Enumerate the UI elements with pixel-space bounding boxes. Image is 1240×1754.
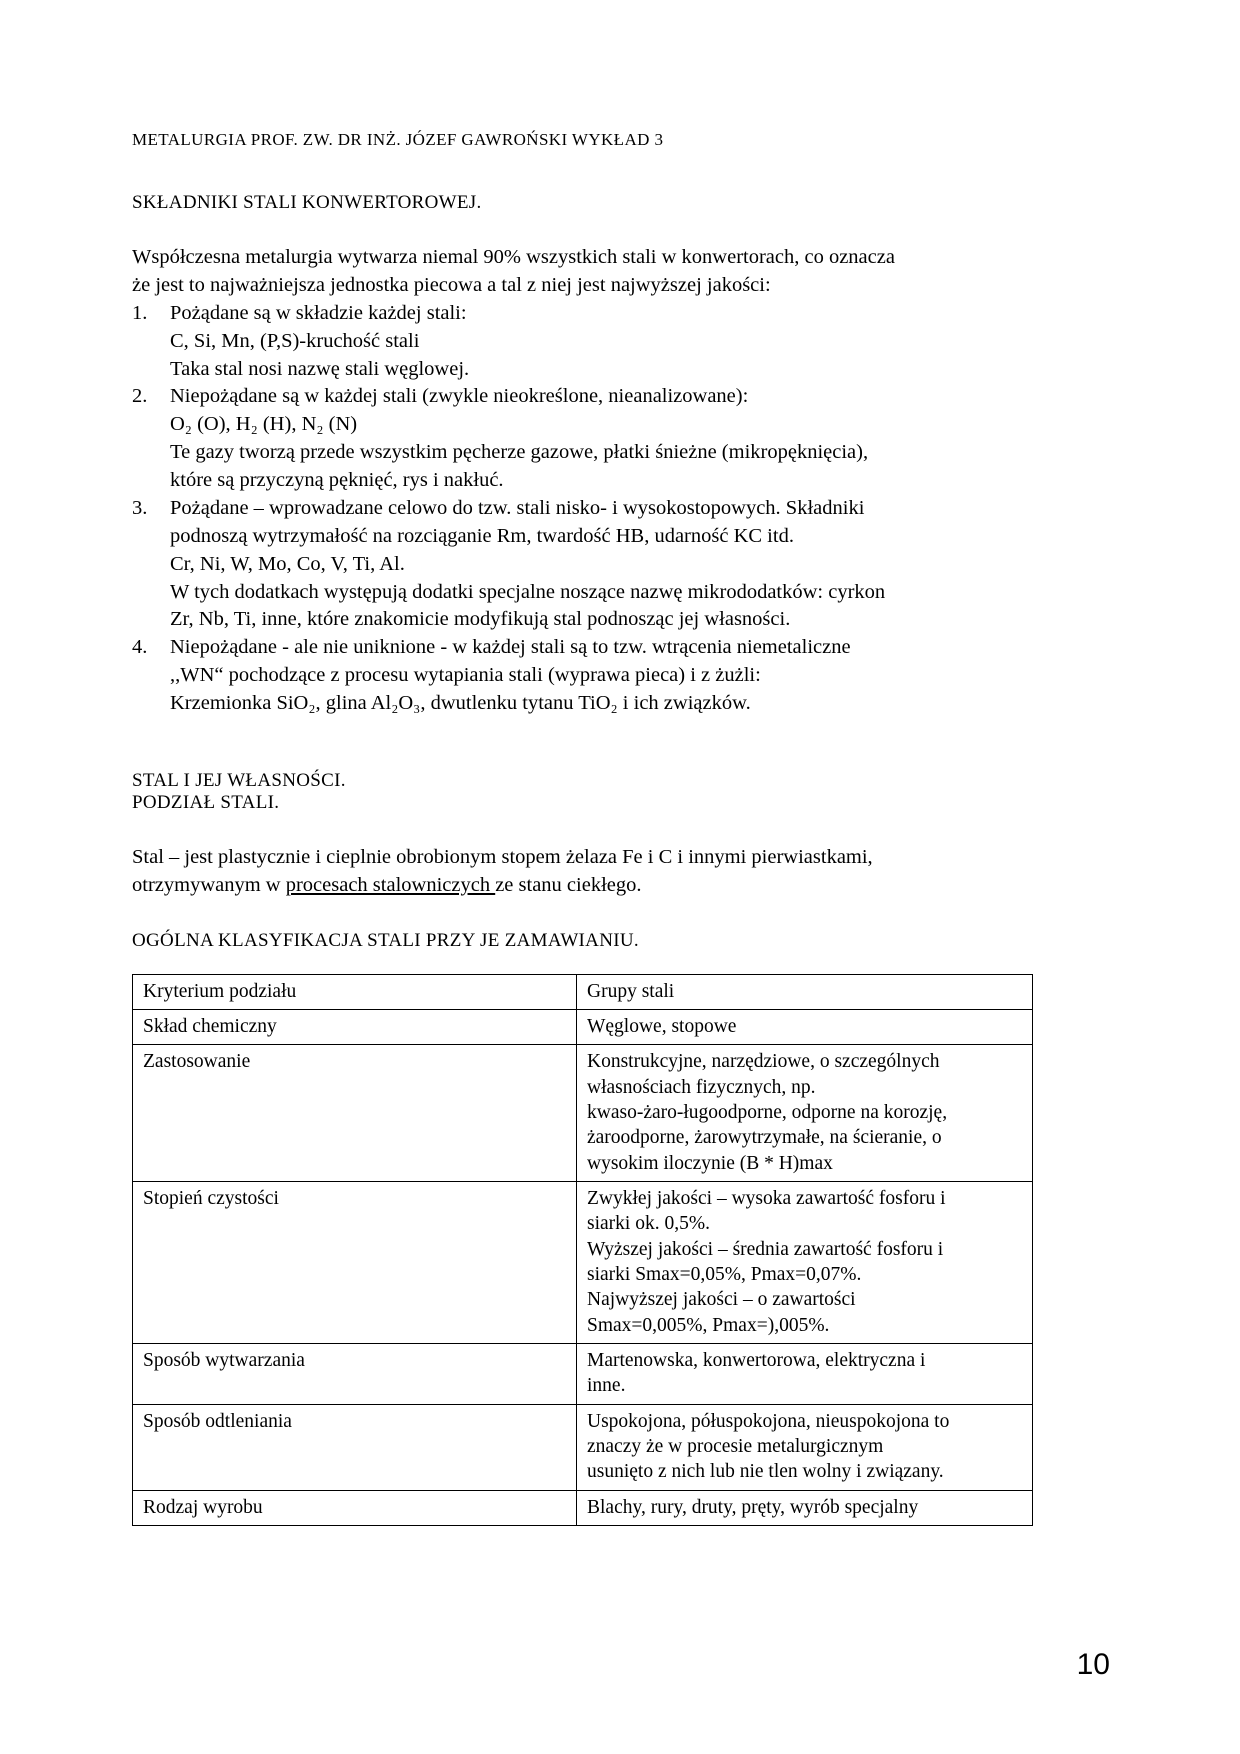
list-item — [132, 383, 1100, 495]
list-item-line: Niepożądane - ale nie uniknione - w każdej stali są to tzw. wtrącenia niemetaliczne — [170, 636, 851, 659]
list-item-line: Krzemionka SiO₂, glina Al₂O₃, dwutlenku tytanu TiO₂ i ich związków. — [170, 692, 751, 714]
list-item-line: Te gazy tworzą przede wszystkim pęcherze gazowe, płatki śnieżne (mikropęknięcia), — [170, 441, 869, 464]
section-title-podzial: PODZIAŁ STALI. — [132, 791, 280, 813]
table-row — [133, 1344, 1033, 1405]
cell-line: Zastosowanie — [143, 1051, 251, 1073]
table-cell-groups — [577, 1045, 1033, 1182]
list-item-line: Pożądane – wprowadzane celowo do tzw. stali nisko- i wysokostopowych. Składniki — [170, 496, 865, 519]
table-row — [133, 1045, 1033, 1182]
cell-line: Kryterium podziału — [143, 980, 297, 1002]
table-cell-criterion — [133, 1404, 577, 1490]
cell-line: Zwykłej jakości – wysoka zawartość fosforu i — [587, 1188, 946, 1210]
table-cell-criterion — [133, 1490, 577, 1525]
table-cell-criterion — [133, 1344, 577, 1405]
list-item-number: 3. — [132, 496, 148, 519]
list-item-number: 2. — [132, 385, 148, 408]
cell-line: Stopień czystości — [143, 1188, 279, 1210]
cell-line: Wyższej jakości – średnia zawartość fosforu i — [587, 1238, 944, 1260]
list-item — [132, 634, 1100, 718]
cell-line: Najwyższej jakości – o zawartości — [587, 1289, 856, 1311]
cell-line: Martenowska, konwertorowa, elektryczna i — [587, 1350, 926, 1372]
table-row — [133, 1009, 1033, 1044]
list-item-line: podnoszą wytrzymałość na rozciąganie Rm, twardość HB, udarność KC itd. — [170, 524, 794, 547]
table-cell-criterion — [133, 974, 577, 1009]
list-item-line: ,,WN“ pochodzące z procesu wytapiania stali (wyprawa pieca) i z żużli: — [170, 664, 761, 687]
list-item-line: Taka stal nosi nazwę stali węglowej. — [170, 357, 470, 380]
cell-line: Węglowe, stopowe — [587, 1015, 737, 1037]
table-row — [133, 974, 1033, 1009]
cell-line: Grupy stali — [587, 980, 675, 1002]
table-cell-groups — [577, 1344, 1033, 1405]
list-item — [132, 495, 1100, 634]
cell-line: Konstrukcyjne, narzędziowe, o szczególnych — [587, 1051, 940, 1073]
table-cell-groups — [577, 1404, 1033, 1490]
definition-line-2 — [132, 872, 1100, 900]
table-cell-criterion — [133, 1045, 577, 1182]
cell-line: Rodzaj wyrobu — [143, 1496, 263, 1518]
list-item-number: 1. — [132, 301, 148, 324]
cell-line: żaroodporne, żarowytrzymałe, na ścieranie, o — [587, 1127, 942, 1149]
page-number: 10 — [1076, 1648, 1110, 1681]
cell-line: siarki Smax=0,05%, Pmax=0,07%. — [587, 1264, 862, 1286]
intro-paragraph-line-2: że jest to najważniejsza jednostka piecowa a tal z niej jest najwyższej jakości: — [132, 273, 771, 296]
cell-line: kwaso-żaro-ługoodporne, odporne na korozję, — [587, 1102, 948, 1123]
section-title-klasyfikacja: OGÓLNA KLASYFIKACJA STALI PRZY JE ZAMAWIANIU. — [132, 929, 639, 951]
table-row — [133, 1490, 1033, 1525]
document-header: METALURGIA PROF. ZW. DR INŻ. JÓZEF GAWROŃSKI WYKŁAD 3 — [132, 130, 664, 149]
table-row — [133, 1182, 1033, 1344]
list-item-line: O₂ (O), H₂ (H), N₂ (N) — [170, 413, 358, 436]
cell-line: Uspokojona, półuspokojona, nieuspokojona to — [587, 1410, 950, 1432]
cell-line: Blachy, rury, druty, pręty, wyrób specjalny — [587, 1496, 919, 1518]
cell-line: znaczy że w procesie metalurgicznym — [587, 1436, 884, 1458]
cell-line: Sposób wytwarzania — [143, 1350, 305, 1372]
cell-line: własnościach fizycznych, np. — [587, 1076, 816, 1098]
cell-line: Smax=0,005%, Pmax=),005%. — [587, 1314, 830, 1336]
definition-line-1: Stal – jest plastycznie i cieplnie obrobionym stopem żelaza Fe i C i innymi pierwiastkami, — [132, 845, 873, 868]
list-item-line: Cr, Ni, W, Mo, Co, V, Ti, Al. — [170, 552, 405, 575]
components-list — [132, 300, 1100, 718]
table-cell-criterion — [133, 1182, 577, 1344]
list-item-line: Niepożądane są w każdej stali (zwykle nieokreślone, nieanalizowane): — [170, 385, 749, 408]
list-item-line: W tych dodatkach występują dodatki specjalne noszące nazwę mikrododatków: cyrkon — [170, 580, 886, 603]
list-item — [132, 300, 1100, 384]
cell-line: Skład chemiczny — [143, 1015, 277, 1037]
definition-text-before: otrzymywanym w — [132, 873, 286, 896]
list-item-line: Pożądane są w składzie każdej stali: — [170, 301, 467, 324]
cell-line: Sposób odtleniania — [143, 1410, 292, 1432]
table-cell-groups — [577, 974, 1033, 1009]
table-cell-groups — [577, 1490, 1033, 1525]
list-item-number: 4. — [132, 636, 148, 659]
classification-table — [132, 974, 1033, 1527]
section-title-skladniki: SKŁADNIKI STALI KONWERTOROWEJ. — [132, 192, 482, 213]
cell-line: usunięto z nich lub nie tlen wolny i związany. — [587, 1461, 944, 1483]
section-title-stal: STAL I JEJ WŁASNOŚCI. — [132, 769, 346, 791]
definition-text-after: ze stanu ciekłego. — [495, 873, 642, 896]
definition-underlined-phrase: procesach stalowniczych — [285, 873, 496, 896]
cell-line: siarki ok. 0,5%. — [587, 1213, 710, 1235]
cell-line: wysokim iloczynie (B * H)max — [587, 1152, 833, 1174]
table-row — [133, 1404, 1033, 1490]
table-cell-groups — [577, 1182, 1033, 1344]
cell-line: inne. — [587, 1375, 626, 1397]
table-cell-groups — [577, 1009, 1033, 1044]
list-item-line: które są przyczyną pęknięć, rys i nakłuć. — [170, 469, 504, 491]
table-cell-criterion — [133, 1009, 577, 1044]
list-item-line: C, Si, Mn, (P,S)-kruchość stali — [170, 329, 420, 352]
intro-paragraph-line-1: Współczesna metalurgia wytwarza niemal 90% wszystkich stali w konwertorach, co oznacza — [132, 246, 895, 268]
list-item-line: Zr, Nb, Ti, inne, które znakomicie modyfikują stal podnosząc jej własności. — [170, 608, 791, 631]
